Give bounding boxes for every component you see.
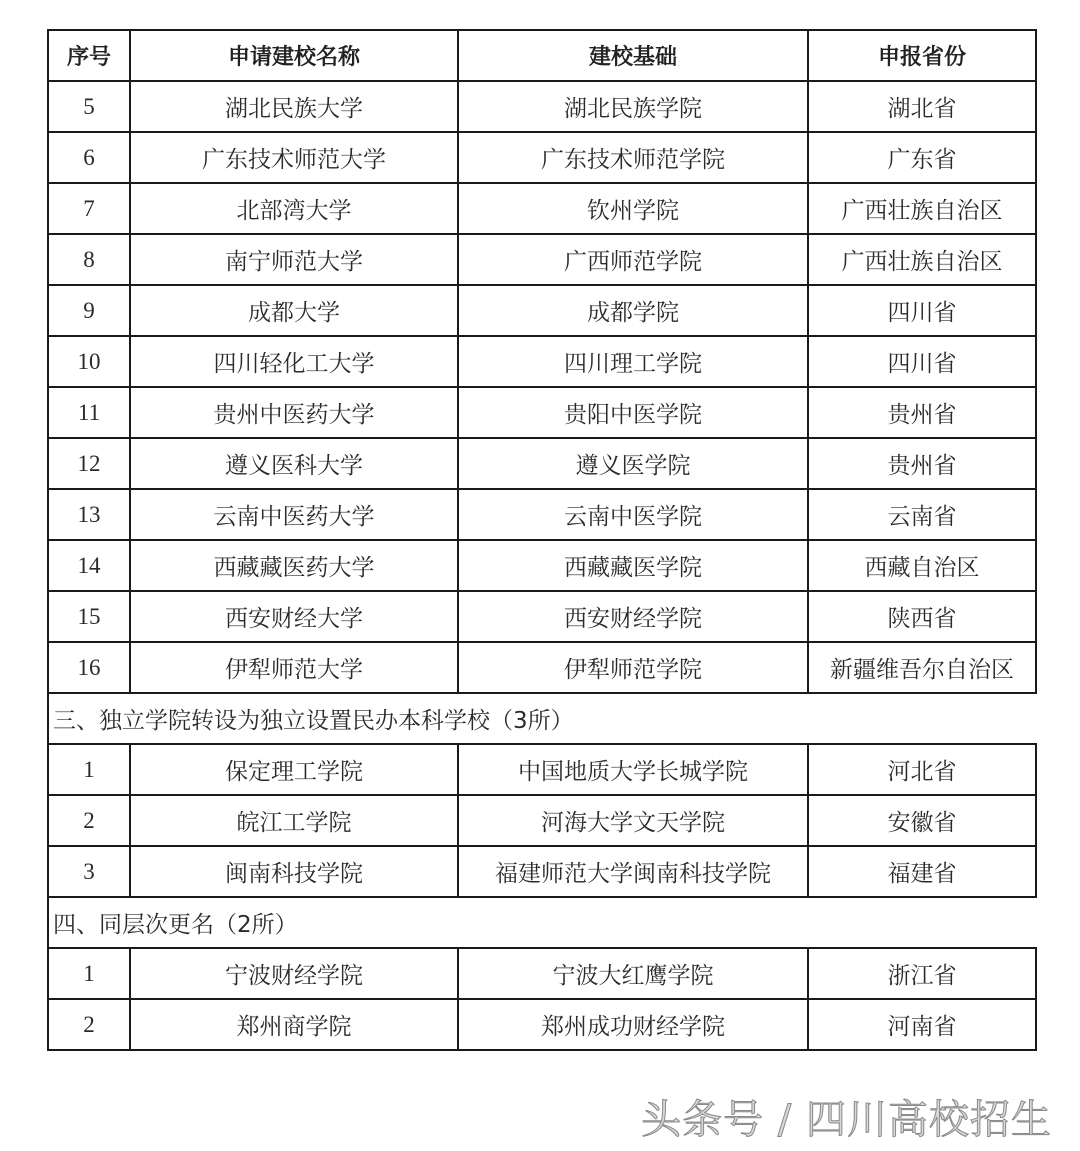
cell-province: 河北省 [808,744,1036,795]
cell-basis: 中国地质大学长城学院 [458,744,808,795]
cell-province: 湖北省 [808,81,1036,132]
table-row [48,234,1036,285]
section-heading-row [48,693,1036,744]
cell-serial: 1 [48,744,130,795]
table-row [48,489,1036,540]
header-basis: 建校基础 [458,30,808,81]
cell-name: 成都大学 [130,285,458,336]
cell-name: 闽南科技学院 [130,846,458,897]
cell-name: 伊犁师范大学 [130,642,458,693]
cell-province: 贵州省 [808,438,1036,489]
cell-name: 贵州中医药大学 [130,387,458,438]
table-row [48,336,1036,387]
section-3-title: 三、独立学院转设为独立设置民办本科学校（3所） [48,693,1036,744]
cell-basis: 伊犁师范学院 [458,642,808,693]
table-row [48,744,1036,795]
table-row [48,642,1036,693]
table-header-row [48,30,1036,81]
table-row [48,183,1036,234]
cell-serial: 3 [48,846,130,897]
cell-basis: 广西师范学院 [458,234,808,285]
cell-serial: 1 [48,948,130,999]
table-row [48,846,1036,897]
section-4-title: 四、同层次更名（2所） [48,897,1036,948]
cell-basis: 云南中医学院 [458,489,808,540]
cell-name: 宁波财经学院 [130,948,458,999]
cell-serial: 2 [48,999,130,1050]
cell-serial: 16 [48,642,130,693]
cell-province: 贵州省 [808,387,1036,438]
cell-basis: 遵义医学院 [458,438,808,489]
cell-province: 新疆维吾尔自治区 [808,642,1036,693]
header-province: 申报省份 [808,30,1036,81]
cell-province: 云南省 [808,489,1036,540]
cell-serial: 14 [48,540,130,591]
cell-serial: 2 [48,795,130,846]
section-heading-row [48,897,1036,948]
cell-basis: 河海大学文天学院 [458,795,808,846]
cell-name: 北部湾大学 [130,183,458,234]
cell-name: 南宁师范大学 [130,234,458,285]
cell-basis: 广东技术师范学院 [458,132,808,183]
cell-serial: 15 [48,591,130,642]
cell-serial: 10 [48,336,130,387]
cell-basis: 郑州成功财经学院 [458,999,808,1050]
table-row [48,540,1036,591]
cell-province: 河南省 [808,999,1036,1050]
cell-serial: 12 [48,438,130,489]
cell-province: 四川省 [808,336,1036,387]
cell-province: 安徽省 [808,795,1036,846]
table-row [48,591,1036,642]
cell-basis: 宁波大红鹰学院 [458,948,808,999]
table-row [48,285,1036,336]
cell-name: 四川轻化工大学 [130,336,458,387]
cell-basis: 四川理工学院 [458,336,808,387]
cell-basis: 贵阳中医学院 [458,387,808,438]
cell-name: 遵义医科大学 [130,438,458,489]
table-row [48,438,1036,489]
cell-name: 广东技术师范大学 [130,132,458,183]
cell-province: 四川省 [808,285,1036,336]
cell-basis: 福建师范大学闽南科技学院 [458,846,808,897]
cell-serial: 11 [48,387,130,438]
cell-province: 广东省 [808,132,1036,183]
cell-name: 西安财经大学 [130,591,458,642]
table-row [48,387,1036,438]
watermark: 头条号 / 四川高校招生 [641,1097,1052,1143]
university-list-table [47,29,1037,1051]
table-row [48,795,1036,846]
table-row [48,999,1036,1050]
cell-serial: 7 [48,183,130,234]
cell-basis: 西藏藏医学院 [458,540,808,591]
cell-name: 保定理工学院 [130,744,458,795]
cell-serial: 8 [48,234,130,285]
cell-basis: 钦州学院 [458,183,808,234]
cell-province: 福建省 [808,846,1036,897]
cell-province: 广西壮族自治区 [808,183,1036,234]
cell-province: 浙江省 [808,948,1036,999]
header-serial: 序号 [48,30,130,81]
table-row [48,132,1036,183]
cell-basis: 湖北民族学院 [458,81,808,132]
cell-basis: 成都学院 [458,285,808,336]
table-row [48,948,1036,999]
cell-basis: 西安财经学院 [458,591,808,642]
cell-serial: 13 [48,489,130,540]
cell-name: 云南中医药大学 [130,489,458,540]
cell-name: 皖江工学院 [130,795,458,846]
cell-name: 郑州商学院 [130,999,458,1050]
header-applied-name: 申请建校名称 [130,30,458,81]
cell-name: 西藏藏医药大学 [130,540,458,591]
cell-serial: 6 [48,132,130,183]
cell-name: 湖北民族大学 [130,81,458,132]
cell-province: 西藏自治区 [808,540,1036,591]
cell-serial: 9 [48,285,130,336]
cell-province: 陕西省 [808,591,1036,642]
table-row [48,81,1036,132]
cell-serial: 5 [48,81,130,132]
cell-province: 广西壮族自治区 [808,234,1036,285]
